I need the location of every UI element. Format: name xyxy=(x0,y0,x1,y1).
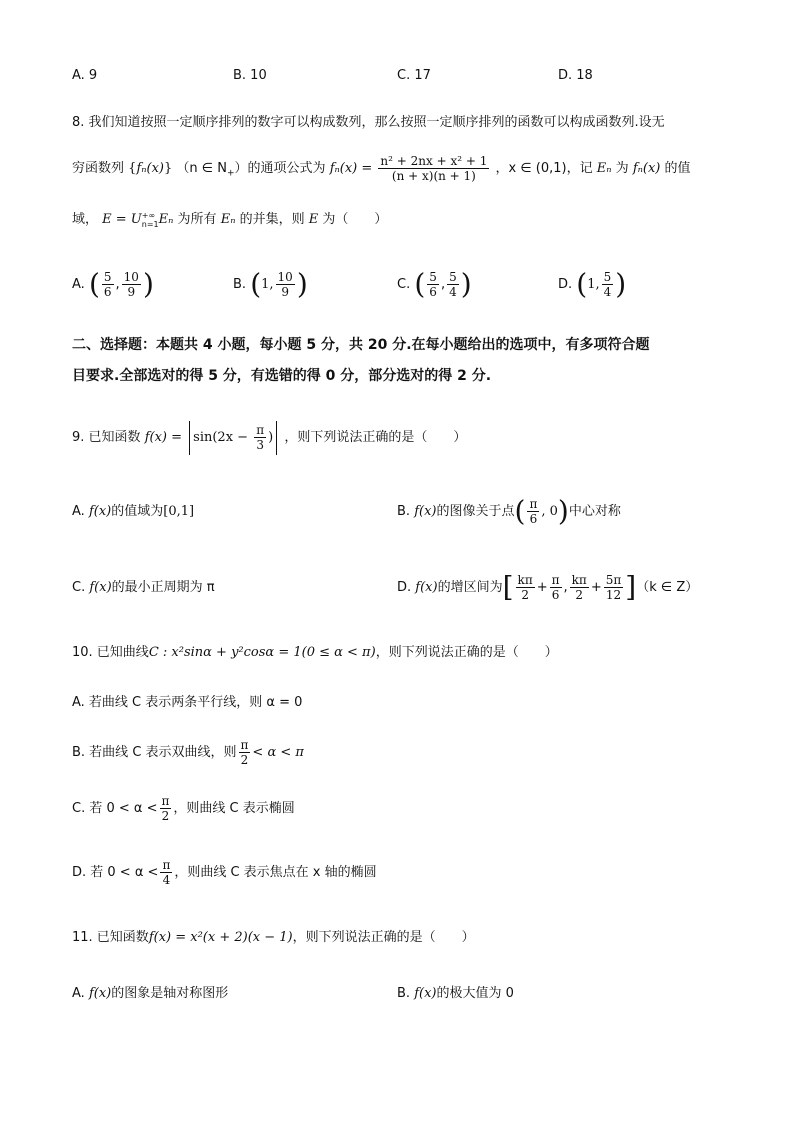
interval-start: 1, xyxy=(261,277,274,292)
fraction-denominator: 4 xyxy=(449,285,457,299)
option-inequality: < α < π xyxy=(252,745,304,760)
union-sub: n=1 xyxy=(141,219,159,229)
abs-bar-left xyxy=(189,421,190,455)
option-label: A. xyxy=(72,277,85,292)
brace-close: } xyxy=(164,161,173,176)
fraction-numerator: 5 xyxy=(449,270,457,284)
option-text: 的图像关于点 xyxy=(436,504,515,519)
fx-symbol: f(x) xyxy=(88,504,112,519)
q8-text: 为（ ） xyxy=(322,212,388,227)
q9-stem: 9. 已知函数 f(x) = sin(2x − $\frac{\pi}{3}$ ) ，则下列说法正确的是（ ） xyxy=(72,418,466,458)
curve-equation: C : x²sinα + y²cosα = 1(0 ≤ α < π) xyxy=(148,645,376,660)
option-text: 的增区间为 xyxy=(437,580,503,595)
fx-symbol: f(x) xyxy=(88,986,112,1001)
fraction-denominator: 2 xyxy=(161,809,170,823)
interval-start: 1, xyxy=(587,277,600,292)
q10-text: ，则下列说法正确的是（ ） xyxy=(375,645,558,660)
nplus-sub: + xyxy=(226,168,235,179)
q8-option-d: D. (1, $\frac{5}{4}$ ) xyxy=(558,267,627,301)
sin-expression: sin(2x − xyxy=(193,430,253,445)
q8-general-term-fraction xyxy=(378,154,489,183)
option-text: 的极大值为 0 xyxy=(436,986,514,1001)
fraction-numerator: 5 xyxy=(429,270,437,284)
q8-text: 的并集，则 xyxy=(239,212,305,227)
q8-text: 穷函数列 xyxy=(72,161,125,176)
option-label: B. xyxy=(397,986,411,1001)
q10-text: 10. 已知曲线 xyxy=(72,645,149,660)
q8-text: 的值 xyxy=(664,161,691,176)
option-tail: 中心对称 xyxy=(568,504,621,519)
option-text: 的值域为 xyxy=(111,504,164,519)
fraction-numerator: π xyxy=(529,497,538,511)
q9-text: 9. 已知函数 xyxy=(72,430,141,445)
fraction-denominator: 9 xyxy=(127,285,136,299)
q7-option-c: C. 17 xyxy=(397,68,431,83)
q11-option-a xyxy=(72,984,228,1004)
option-label: A. xyxy=(72,986,85,1001)
En-symbol: Eₙ xyxy=(220,212,236,227)
fraction-denominator: 2 xyxy=(521,588,529,602)
fraction-denominator: 4 xyxy=(162,873,171,887)
fraction-denominator: 6 xyxy=(429,285,437,299)
fraction-denominator: 6 xyxy=(529,512,538,526)
option-tail: （k ∈ Z） xyxy=(636,580,699,595)
option-label: A. xyxy=(72,504,85,519)
fraction-numerator: n² + 2nx + x² + 1 xyxy=(380,154,488,168)
fraction-numerator: kπ xyxy=(571,573,587,587)
option-text: B. 若曲线 C 表示双曲线，则 xyxy=(72,745,237,760)
q10-option-b xyxy=(72,735,304,771)
q11-text: ，则下列说法正确的是（ ） xyxy=(292,930,475,945)
fx-symbol: f(x) xyxy=(414,504,437,519)
q8-option-b: B. (1, $\frac{10}{9}$ ) xyxy=(233,267,308,301)
option-text: ，则曲线 C 表示焦点在 x 轴的椭圆 xyxy=(174,865,377,880)
q8-text: （n ∈ N xyxy=(176,161,227,176)
q10-option-d xyxy=(72,855,377,891)
fraction-denominator: 4 xyxy=(603,285,612,299)
fx-symbol: f(x) xyxy=(89,580,112,595)
fraction-numerator: kπ xyxy=(517,573,533,587)
E-symbol: E xyxy=(308,212,319,227)
option-text: 的图象是轴对称图形 xyxy=(111,986,229,1001)
fraction-numerator: π xyxy=(161,794,170,808)
section2-heading-line2: 目要求.全部选对的得 5 分，有选错的得 0 分，部分选对的得 2 分. xyxy=(72,368,492,384)
fraction-denominator: 6 xyxy=(551,588,560,602)
fraction-denominator: 9 xyxy=(281,285,289,299)
q8-text: ，x ∈ (0,1)，记 xyxy=(495,161,593,176)
q7-option-a: A. 9 xyxy=(72,68,98,83)
option-label: D. xyxy=(558,277,573,292)
q7-option-b: B. 10 xyxy=(233,68,267,83)
q8-text: 为 xyxy=(615,161,629,176)
option-label: C. xyxy=(397,277,411,292)
fx-symbol: f(x) xyxy=(415,580,438,595)
q8-text: 为所有 xyxy=(177,212,217,227)
fraction-denominator: 6 xyxy=(103,285,112,299)
q9-option-b: B. f(x)的图像关于点( $\frac{\pi}{6}$ , 0)中心对称 xyxy=(397,494,621,528)
option-text: C. 若 0 < α < xyxy=(72,801,158,816)
option-label: B. xyxy=(397,504,411,519)
fraction-denominator: 2 xyxy=(575,588,584,602)
q11-option-b xyxy=(397,984,514,1004)
fraction-numerator: π xyxy=(551,573,560,587)
fraction-denominator: 12 xyxy=(605,588,622,602)
point-y: , 0 xyxy=(541,504,558,519)
q8-stem-line2: 穷函数列 {fₙ(x)} （n ∈ $N_+$）的通项公式为 fₙ(x) = $\frac{\text{n² + 2nx + x² + 1}}{(n + x)(n + 1)}$ ，x ∈ (0,1)，记 Eₙ 为 fₙ(x) 的值 xyxy=(72,154,691,183)
fraction-numerator: 10 xyxy=(123,270,139,284)
q7-option-d: D. 18 xyxy=(558,68,593,83)
q8-option-a: A. ( $\frac{5}{6}$ , $\frac{10}{9}$ ) xyxy=(72,267,154,301)
fraction-denominator: (n + x)(n + 1) xyxy=(391,169,476,183)
q11-text: 11. 已知函数 xyxy=(72,930,149,945)
q9-text: ，则下列说法正确的是（ ） xyxy=(284,430,467,445)
option-label: B. xyxy=(233,277,247,292)
q10-option-c xyxy=(72,791,295,827)
option-label: D. xyxy=(397,580,412,595)
fraction-denominator: 2 xyxy=(240,753,249,767)
option-text: 的最小正周期为 π xyxy=(111,580,215,595)
fraction-numerator: 10 xyxy=(277,270,293,284)
fraction-numerator: 5π xyxy=(605,573,622,587)
q9-option-c xyxy=(72,578,215,598)
En-symbol: Eₙ xyxy=(596,161,612,176)
option-text: D. 若 0 < α < xyxy=(72,865,159,880)
fraction-numerator: π xyxy=(162,858,171,872)
fn-symbol: fₙ(x) xyxy=(136,161,164,176)
fn-symbol: fₙ(x) xyxy=(329,161,358,176)
q8-stem-line3 xyxy=(72,210,387,230)
function-definition: f(x) = x²(x + 2)(x − 1) xyxy=(148,930,293,945)
q10-stem xyxy=(72,643,558,663)
abs-bar-right xyxy=(276,421,277,455)
section2-heading-line1: 二、选择题：本题共 4 小题，每小题 5 分，共 20 分.在每小题给出的选项中，有多项符合题 xyxy=(72,337,650,353)
q10-option-a: A. 若曲线 C 表示两条平行线，则 α = 0 xyxy=(72,695,303,710)
q8-option-c: C. ( $\frac{5}{6}$ , $\frac{5}{4}$ ) xyxy=(397,267,472,301)
fx-symbol: f(x) xyxy=(414,986,437,1001)
fraction-numerator: π xyxy=(256,423,265,437)
option-tail: [0,1] xyxy=(163,504,195,519)
fn-symbol: fₙ(x) xyxy=(632,161,661,176)
fraction-numerator: 5 xyxy=(603,270,612,284)
option-label: C. xyxy=(72,580,86,595)
q9-option-d: D. f(x)的增区间为[ $\frac{k\pi}{2}$ + $\frac{\pi}{6}$ , $\frac{k\pi}{2}$ + $\frac{5\pi}{12}$ ]（k ∈ Z） xyxy=(397,570,699,604)
option-text: ，则曲线 C 表示椭圆 xyxy=(173,801,295,816)
q8-stem-line1: 8. 我们知道按照一定顺序排列的数字可以构成数列，那么按照一定顺序排列的函数可以构成函数列.设无 xyxy=(72,115,665,130)
fraction-numerator: 5 xyxy=(103,270,112,284)
q11-stem xyxy=(72,928,475,948)
brace-open: { xyxy=(128,161,137,176)
q8-text: ）的通项公式为 xyxy=(234,161,326,176)
q8-text: 域， xyxy=(72,212,99,227)
union-tail: Eₙ xyxy=(158,212,174,227)
fx-symbol: f(x) xyxy=(144,430,167,445)
union-expr: E = U xyxy=(102,212,142,227)
fraction-denominator: 3 xyxy=(256,438,264,452)
fraction-numerator: π xyxy=(240,738,249,752)
union-sup: +∞ xyxy=(141,210,156,220)
q9-option-a xyxy=(72,502,194,522)
